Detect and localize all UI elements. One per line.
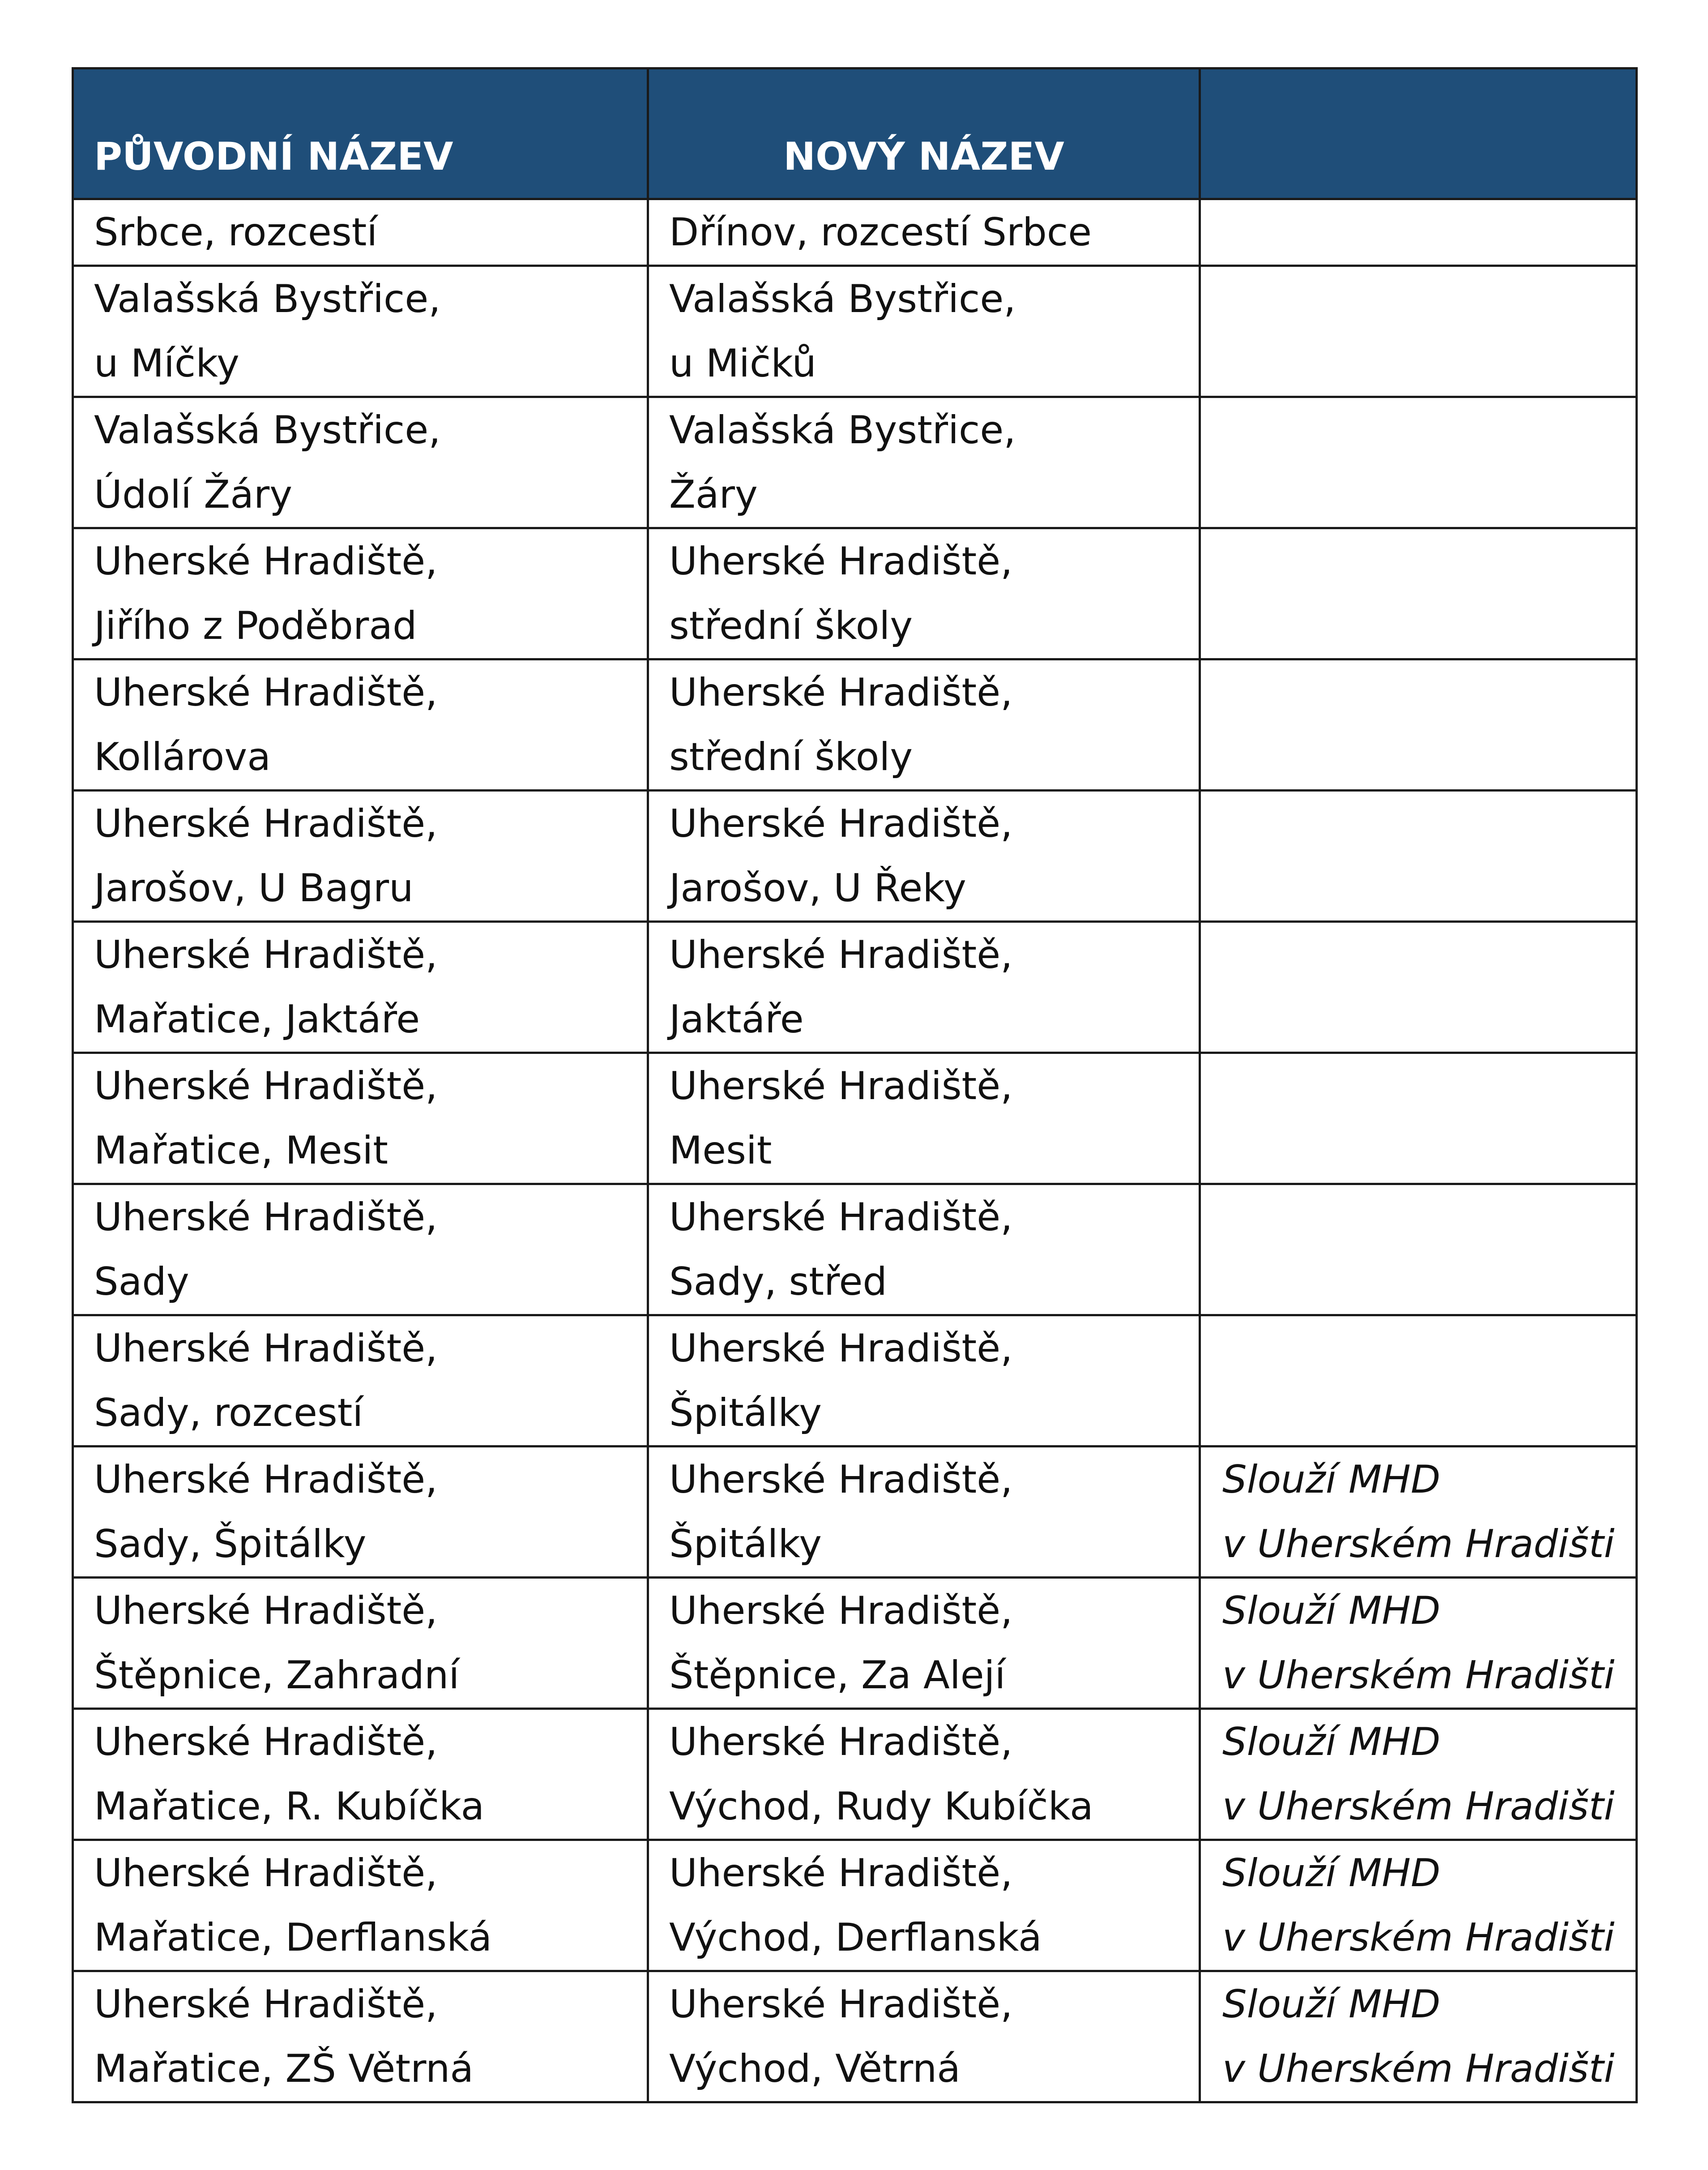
- cell-new-name: [648, 397, 1200, 528]
- cell-original-name: [73, 791, 648, 922]
- cell-original-name: [73, 1840, 648, 1971]
- table-row: [73, 1709, 1637, 1840]
- cell-new-name-line: Uherské Hradiště,: [669, 1064, 1013, 1109]
- cell-original-name: [73, 1447, 648, 1578]
- cell-original-name-line: Uherské Hradiště,: [94, 1588, 438, 1633]
- cell-new-name-line: Uherské Hradiště,: [669, 1326, 1013, 1371]
- cell-note: [1200, 199, 1637, 266]
- cell-original-name-line: Valašská Bystřice,: [94, 408, 441, 453]
- cell-original-name-line: u Míčky: [94, 341, 239, 386]
- cell-new-name: [648, 199, 1200, 266]
- table-row: [73, 1053, 1637, 1184]
- cell-new-name-line: Východ, Derflanská: [669, 1915, 1042, 1960]
- cell-new-name: [648, 659, 1200, 791]
- stop-rename-table: [72, 67, 1638, 2103]
- cell-original-name: [73, 922, 648, 1053]
- cell-note-line: v Uherském Hradišti: [1222, 2046, 1615, 2091]
- cell-note: [1200, 266, 1637, 397]
- cell-original-name-line: Mařatice, Derflanská: [94, 1915, 492, 1960]
- cell-original-name: [73, 1578, 648, 1709]
- header-new-name: NOVÝ NÁZEV: [648, 68, 1200, 199]
- cell-original-name: [73, 1315, 648, 1447]
- cell-note: [1200, 1447, 1637, 1578]
- cell-original-name-line: Uherské Hradiště,: [94, 801, 438, 846]
- cell-original-name-line: Uherské Hradiště,: [94, 670, 438, 715]
- cell-original-name-line: Sady, rozcestí: [94, 1391, 363, 1435]
- header-row: [73, 68, 1637, 199]
- cell-new-name-line: Uherské Hradiště,: [669, 1982, 1013, 2027]
- cell-new-name: [648, 1578, 1200, 1709]
- cell-new-name-line: Dřínov, rozcestí Srbce: [669, 210, 1092, 255]
- table-row: [73, 791, 1637, 922]
- cell-new-name-line: Uherské Hradiště,: [669, 801, 1013, 846]
- cell-new-name-line: Uherské Hradiště,: [669, 1457, 1013, 1502]
- cell-original-name: [73, 659, 648, 791]
- cell-original-name: [73, 1709, 648, 1840]
- cell-new-name-line: Uherské Hradiště,: [669, 1588, 1013, 1633]
- cell-new-name: [648, 791, 1200, 922]
- cell-original-name-line: Údolí Žáry: [94, 472, 293, 517]
- cell-note-line: v Uherském Hradišti: [1222, 1653, 1615, 1698]
- table-row: [73, 1971, 1637, 2102]
- cell-new-name-line: Špitálky: [669, 1522, 822, 1567]
- cell-note-line: Slouží MHD: [1222, 1588, 1441, 1633]
- cell-new-name: [648, 1184, 1200, 1315]
- cell-original-name: [73, 528, 648, 659]
- table-row: [73, 1447, 1637, 1578]
- cell-new-name-line: Jarošov, U Řeky: [669, 866, 966, 911]
- cell-new-name: [648, 1053, 1200, 1184]
- cell-note-line: Slouží MHD: [1222, 1720, 1441, 1764]
- cell-new-name-line: střední školy: [669, 603, 913, 648]
- cell-note: [1200, 1971, 1637, 2102]
- cell-note: [1200, 1184, 1637, 1315]
- header-original-name: PŮVODNÍ NÁZEV: [73, 68, 648, 199]
- cell-original-name-line: Štěpnice, Zahradní: [94, 1653, 460, 1698]
- cell-new-name-line: Štěpnice, Za Alejí: [669, 1653, 1006, 1698]
- cell-note: [1200, 1053, 1637, 1184]
- table-row: [73, 1184, 1637, 1315]
- cell-original-name-line: Sady, Špitálky: [94, 1522, 367, 1567]
- cell-new-name-line: Uherské Hradiště,: [669, 1195, 1013, 1240]
- cell-new-name-line: Mesit: [669, 1128, 772, 1173]
- cell-original-name: [73, 1971, 648, 2102]
- cell-new-name: [648, 528, 1200, 659]
- cell-original-name-line: Uherské Hradiště,: [94, 1064, 438, 1109]
- cell-new-name-line: Sady, střed: [669, 1259, 887, 1304]
- cell-original-name-line: Valašská Bystřice,: [94, 277, 441, 321]
- cell-new-name: [648, 1840, 1200, 1971]
- cell-original-name-line: Kollárova: [94, 735, 271, 779]
- table-row: [73, 1578, 1637, 1709]
- cell-original-name-line: Uherské Hradiště,: [94, 1982, 438, 2027]
- cell-new-name-line: Uherské Hradiště,: [669, 1720, 1013, 1764]
- cell-original-name-line: Mařatice, Mesit: [94, 1128, 388, 1173]
- cell-original-name-line: Mařatice, Jaktáře: [94, 997, 420, 1042]
- cell-new-name-line: Východ, Větrná: [669, 2046, 961, 2091]
- cell-original-name-line: Uherské Hradiště,: [94, 1720, 438, 1764]
- cell-new-name-line: střední školy: [669, 735, 913, 779]
- cell-note: [1200, 1709, 1637, 1840]
- cell-original-name-line: Uherské Hradiště,: [94, 1457, 438, 1502]
- cell-note: [1200, 1315, 1637, 1447]
- table-row: [73, 922, 1637, 1053]
- cell-new-name-line: Žáry: [669, 472, 758, 517]
- cell-note-line: Slouží MHD: [1222, 1457, 1441, 1502]
- header-note: [1200, 68, 1637, 199]
- cell-original-name-line: Jarošov, U Bagru: [94, 866, 414, 911]
- cell-note-line: v Uherském Hradišti: [1222, 1915, 1615, 1960]
- table-row: [73, 397, 1637, 528]
- cell-note-line: v Uherském Hradišti: [1222, 1784, 1615, 1829]
- cell-note-line: Slouží MHD: [1222, 1851, 1441, 1896]
- cell-original-name: [73, 397, 648, 528]
- table-header: [73, 68, 1637, 199]
- cell-new-name-line: Špitálky: [669, 1391, 822, 1435]
- cell-new-name-line: Valašská Bystřice,: [669, 408, 1016, 453]
- cell-original-name-line: Srbce, rozcestí: [94, 210, 378, 255]
- cell-original-name: [73, 1184, 648, 1315]
- cell-new-name-line: Jaktáře: [669, 997, 804, 1042]
- cell-note: [1200, 922, 1637, 1053]
- cell-original-name: [73, 266, 648, 397]
- cell-original-name-line: Mařatice, R. Kubíčka: [94, 1784, 485, 1829]
- cell-new-name: [648, 922, 1200, 1053]
- cell-original-name: [73, 199, 648, 266]
- cell-new-name-line: Uherské Hradiště,: [669, 539, 1013, 584]
- cell-new-name-line: Valašská Bystřice,: [669, 277, 1016, 321]
- cell-original-name-line: Mařatice, ZŠ Větrná: [94, 2046, 474, 2091]
- cell-note-line: Slouží MHD: [1222, 1982, 1441, 2027]
- table-row: [73, 528, 1637, 659]
- cell-original-name-line: Uherské Hradiště,: [94, 1195, 438, 1240]
- cell-original-name-line: Uherské Hradiště,: [94, 933, 438, 977]
- table-row: [73, 1315, 1637, 1447]
- cell-new-name: [648, 1971, 1200, 2102]
- cell-new-name: [648, 1315, 1200, 1447]
- cell-note: [1200, 659, 1637, 791]
- table-row: [73, 199, 1637, 266]
- cell-new-name-line: Východ, Rudy Kubíčka: [669, 1784, 1093, 1829]
- cell-note: [1200, 528, 1637, 659]
- cell-original-name-line: Uherské Hradiště,: [94, 1326, 438, 1371]
- cell-note: [1200, 791, 1637, 922]
- cell-original-name-line: Sady: [94, 1259, 189, 1304]
- cell-new-name-line: Uherské Hradiště,: [669, 933, 1013, 977]
- cell-original-name-line: Uherské Hradiště,: [94, 1851, 438, 1896]
- stop-rename-table-container: [72, 67, 1635, 2103]
- cell-new-name-line: Uherské Hradiště,: [669, 1851, 1013, 1896]
- cell-new-name-line: Uherské Hradiště,: [669, 670, 1013, 715]
- cell-new-name: [648, 1709, 1200, 1840]
- cell-new-name: [648, 1447, 1200, 1578]
- cell-note-line: v Uherském Hradišti: [1222, 1522, 1615, 1567]
- cell-note: [1200, 1840, 1637, 1971]
- cell-note: [1200, 1578, 1637, 1709]
- cell-new-name: [648, 266, 1200, 397]
- table-body: [73, 199, 1637, 2102]
- table-row: [73, 1840, 1637, 1971]
- cell-new-name-line: u Mičků: [669, 341, 816, 386]
- cell-original-name: [73, 1053, 648, 1184]
- cell-original-name-line: Uherské Hradiště,: [94, 539, 438, 584]
- table-row: [73, 266, 1637, 397]
- cell-note: [1200, 397, 1637, 528]
- table-row: [73, 659, 1637, 791]
- cell-original-name-line: Jiřího z Poděbrad: [94, 603, 417, 648]
